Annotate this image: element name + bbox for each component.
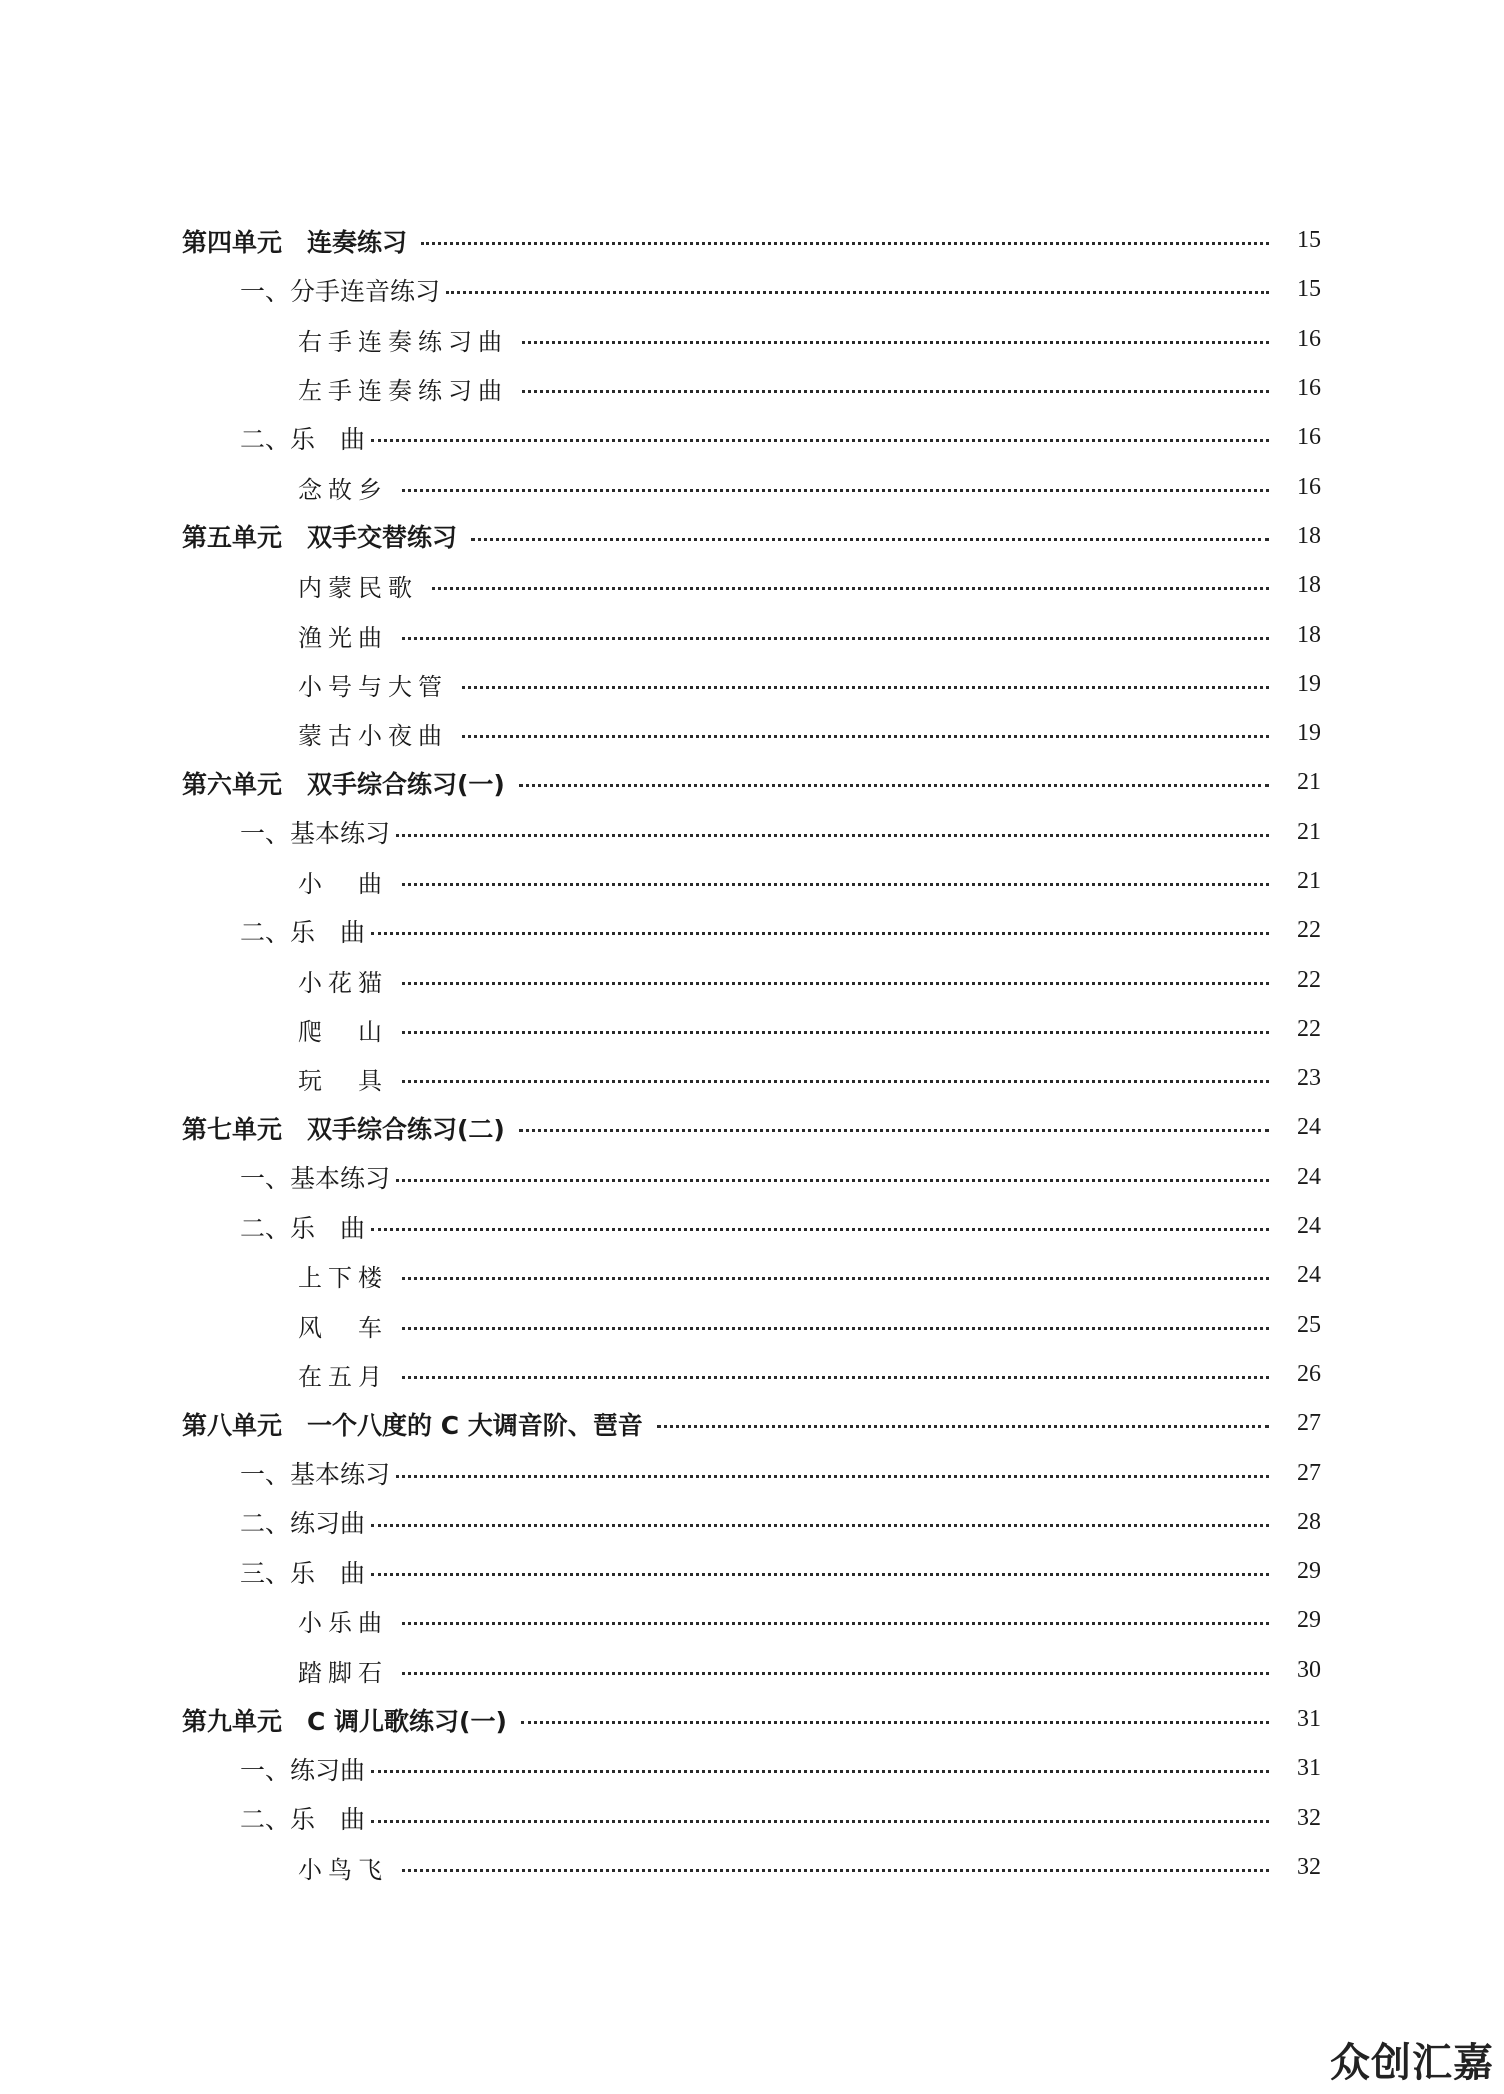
toc-entry-title: 踏脚石 bbox=[298, 1658, 388, 1687]
toc-section-entry[interactable] bbox=[0, 808, 1504, 857]
toc-entry-title: 二、乐 曲 bbox=[240, 917, 366, 947]
toc-section-entry[interactable] bbox=[0, 1547, 1504, 1596]
toc-entry-title: 小花猫 bbox=[298, 968, 388, 997]
toc-entry-title: 小 曲 bbox=[298, 870, 388, 898]
dot-leader bbox=[402, 1672, 1269, 1675]
toc-page-number: 29 bbox=[1297, 1607, 1321, 1634]
toc-entry-title: 第七单元 双手综合练习(二) bbox=[182, 1114, 505, 1144]
dot-leader bbox=[371, 439, 1269, 442]
toc-piece-entry[interactable] bbox=[0, 1350, 1504, 1399]
toc-entry-title: 二、练习曲 bbox=[240, 1509, 366, 1539]
toc-entry-title: 上下楼 bbox=[298, 1264, 388, 1293]
dot-leader bbox=[657, 1425, 1269, 1428]
dot-leader bbox=[432, 587, 1269, 590]
toc-section-entry[interactable] bbox=[0, 1153, 1504, 1202]
dot-leader bbox=[402, 982, 1269, 985]
toc-entry-title: 第八单元 一个八度的 C 大调音阶、琶音 bbox=[182, 1410, 643, 1440]
toc-unit-entry[interactable] bbox=[0, 216, 1504, 265]
toc-entry-title: 第五单元 双手交替练习 bbox=[182, 523, 458, 553]
toc-page-number: 31 bbox=[1297, 1755, 1321, 1782]
toc-section-entry[interactable] bbox=[0, 1744, 1504, 1793]
toc-page-number: 28 bbox=[1297, 1508, 1321, 1535]
toc-section-entry[interactable] bbox=[0, 1448, 1504, 1497]
dot-leader bbox=[402, 637, 1269, 640]
dot-leader bbox=[402, 883, 1269, 886]
dot-leader bbox=[522, 390, 1269, 393]
toc-page-number: 31 bbox=[1297, 1706, 1321, 1733]
dot-leader bbox=[371, 1524, 1269, 1527]
toc-page-number: 19 bbox=[1297, 670, 1321, 697]
toc-entry-title: 三、乐 曲 bbox=[240, 1558, 366, 1588]
dot-leader bbox=[402, 489, 1269, 492]
toc-page-number: 24 bbox=[1297, 1163, 1321, 1190]
toc-section-entry[interactable] bbox=[0, 265, 1504, 314]
toc-entry-title: 第九单元 C 调儿歌练习(一) bbox=[182, 1706, 507, 1736]
toc-page-number: 22 bbox=[1297, 1015, 1321, 1042]
toc-page-number: 22 bbox=[1297, 966, 1321, 993]
toc-entry-title: 二、乐 曲 bbox=[240, 424, 366, 454]
toc-unit-entry[interactable] bbox=[0, 758, 1504, 807]
toc-entry-title: 念故乡 bbox=[298, 475, 388, 504]
toc-page-number: 24 bbox=[1297, 1114, 1321, 1141]
toc-section-entry[interactable] bbox=[0, 1794, 1504, 1843]
toc-page-number: 23 bbox=[1297, 1065, 1321, 1092]
toc-page-number: 21 bbox=[1297, 769, 1321, 796]
toc-entry-title: 二、乐 曲 bbox=[240, 1805, 366, 1835]
dot-leader bbox=[402, 1869, 1269, 1872]
toc-piece-entry[interactable] bbox=[0, 1054, 1504, 1103]
toc-entry-title: 一、练习曲 bbox=[240, 1755, 366, 1785]
toc-page-number: 15 bbox=[1297, 227, 1321, 254]
toc-page-number: 26 bbox=[1297, 1360, 1321, 1387]
dot-leader bbox=[396, 1475, 1269, 1478]
toc-piece-entry[interactable] bbox=[0, 1843, 1504, 1892]
toc-page-number: 18 bbox=[1297, 522, 1321, 549]
toc-piece-entry[interactable] bbox=[0, 1646, 1504, 1695]
table-of-contents bbox=[0, 216, 1504, 1892]
toc-entry-title: 一、基本练习 bbox=[240, 1164, 391, 1194]
toc-entry-title: 蒙古小夜曲 bbox=[298, 722, 448, 751]
dot-leader bbox=[371, 932, 1269, 935]
toc-page-number: 32 bbox=[1297, 1804, 1321, 1831]
toc-entry-title: 风 车 bbox=[298, 1313, 388, 1342]
toc-entry-title: 小乐曲 bbox=[298, 1609, 388, 1638]
toc-entry-title: 在五月 bbox=[298, 1362, 388, 1391]
toc-page-number: 25 bbox=[1297, 1311, 1321, 1338]
toc-page-number: 18 bbox=[1297, 572, 1321, 599]
toc-unit-entry[interactable] bbox=[0, 512, 1504, 561]
dot-leader bbox=[371, 1770, 1269, 1773]
toc-entry-title: 一、基本练习 bbox=[240, 819, 391, 849]
toc-page-number: 16 bbox=[1297, 424, 1321, 451]
dot-leader bbox=[519, 1129, 1269, 1132]
toc-page-number: 27 bbox=[1297, 1459, 1321, 1486]
toc-section-entry[interactable] bbox=[0, 413, 1504, 462]
toc-entry-title: 左手连奏练习曲 bbox=[298, 377, 508, 406]
toc-piece-entry[interactable] bbox=[0, 610, 1504, 659]
toc-page-number: 24 bbox=[1297, 1213, 1321, 1240]
dot-leader bbox=[402, 1622, 1269, 1625]
toc-unit-entry[interactable] bbox=[0, 1399, 1504, 1448]
dot-leader bbox=[402, 1031, 1269, 1034]
toc-page-number: 29 bbox=[1297, 1558, 1321, 1585]
toc-page-number: 32 bbox=[1297, 1853, 1321, 1880]
toc-entry-title: 第四单元 连奏练习 bbox=[182, 227, 408, 257]
toc-entry-title: 爬 山 bbox=[298, 1017, 388, 1046]
dot-leader bbox=[402, 1327, 1269, 1330]
toc-section-entry[interactable] bbox=[0, 1202, 1504, 1251]
toc-entry-title: 玩 具 bbox=[298, 1067, 388, 1096]
toc-page-number: 19 bbox=[1297, 720, 1321, 747]
dot-leader bbox=[402, 1376, 1269, 1379]
toc-page-number: 27 bbox=[1297, 1410, 1321, 1437]
toc-piece-entry[interactable] bbox=[0, 660, 1504, 709]
dot-leader bbox=[371, 1573, 1269, 1576]
toc-piece-entry[interactable] bbox=[0, 561, 1504, 610]
toc-piece-entry[interactable] bbox=[0, 1005, 1504, 1054]
dot-leader bbox=[421, 242, 1269, 245]
toc-page-number: 16 bbox=[1297, 325, 1321, 352]
toc-entry-title: 渔光曲 bbox=[298, 623, 388, 652]
toc-piece-entry[interactable] bbox=[0, 955, 1504, 1004]
toc-entry-title: 小号与大管 bbox=[298, 672, 448, 701]
dot-leader bbox=[522, 341, 1269, 344]
toc-section-entry[interactable] bbox=[0, 906, 1504, 955]
dot-leader bbox=[519, 784, 1269, 787]
watermark-logo: 众创汇嘉 bbox=[1330, 2040, 1494, 2086]
dot-leader bbox=[396, 834, 1269, 837]
toc-page-number: 18 bbox=[1297, 621, 1321, 648]
toc-entry-title: 一、基本练习 bbox=[240, 1460, 391, 1490]
toc-page-number: 21 bbox=[1297, 818, 1321, 845]
dot-leader bbox=[402, 1277, 1269, 1280]
toc-entry-title: 第六单元 双手综合练习(一) bbox=[182, 769, 505, 799]
toc-entry-title: 内蒙民歌 bbox=[298, 574, 418, 603]
dot-leader bbox=[402, 1080, 1269, 1083]
toc-page-number: 21 bbox=[1297, 868, 1321, 894]
dot-leader bbox=[446, 291, 1269, 294]
dot-leader bbox=[521, 1721, 1269, 1724]
toc-unit-entry[interactable] bbox=[0, 1103, 1504, 1152]
toc-unit-entry[interactable] bbox=[0, 1695, 1504, 1744]
toc-piece-entry[interactable] bbox=[0, 364, 1504, 413]
toc-piece-entry[interactable] bbox=[0, 1251, 1504, 1300]
dot-leader bbox=[371, 1228, 1269, 1231]
toc-page-number: 30 bbox=[1297, 1656, 1321, 1683]
toc-entry-title: 二、乐 曲 bbox=[240, 1213, 366, 1243]
toc-piece-entry[interactable] bbox=[0, 709, 1504, 758]
dot-leader bbox=[471, 538, 1269, 541]
toc-page-number: 16 bbox=[1297, 375, 1321, 402]
toc-page-number: 24 bbox=[1297, 1262, 1321, 1289]
toc-page-number: 22 bbox=[1297, 917, 1321, 944]
dot-leader bbox=[371, 1820, 1269, 1823]
dot-leader bbox=[396, 1179, 1269, 1182]
toc-piece-entry[interactable] bbox=[0, 857, 1504, 906]
toc-piece-entry[interactable] bbox=[0, 462, 1504, 511]
toc-piece-entry[interactable] bbox=[0, 1596, 1504, 1645]
toc-piece-entry[interactable] bbox=[0, 1301, 1504, 1350]
toc-entry-title: 右手连奏练习曲 bbox=[298, 327, 508, 356]
dot-leader bbox=[462, 735, 1269, 738]
toc-section-entry[interactable] bbox=[0, 1498, 1504, 1547]
toc-piece-entry[interactable] bbox=[0, 315, 1504, 364]
toc-page-number: 16 bbox=[1297, 473, 1321, 500]
toc-entry-title: 一、分手连音练习 bbox=[240, 276, 441, 306]
toc-page-number: 15 bbox=[1297, 276, 1321, 303]
toc-entry-title: 小鸟飞 bbox=[298, 1855, 388, 1884]
dot-leader bbox=[462, 686, 1269, 689]
